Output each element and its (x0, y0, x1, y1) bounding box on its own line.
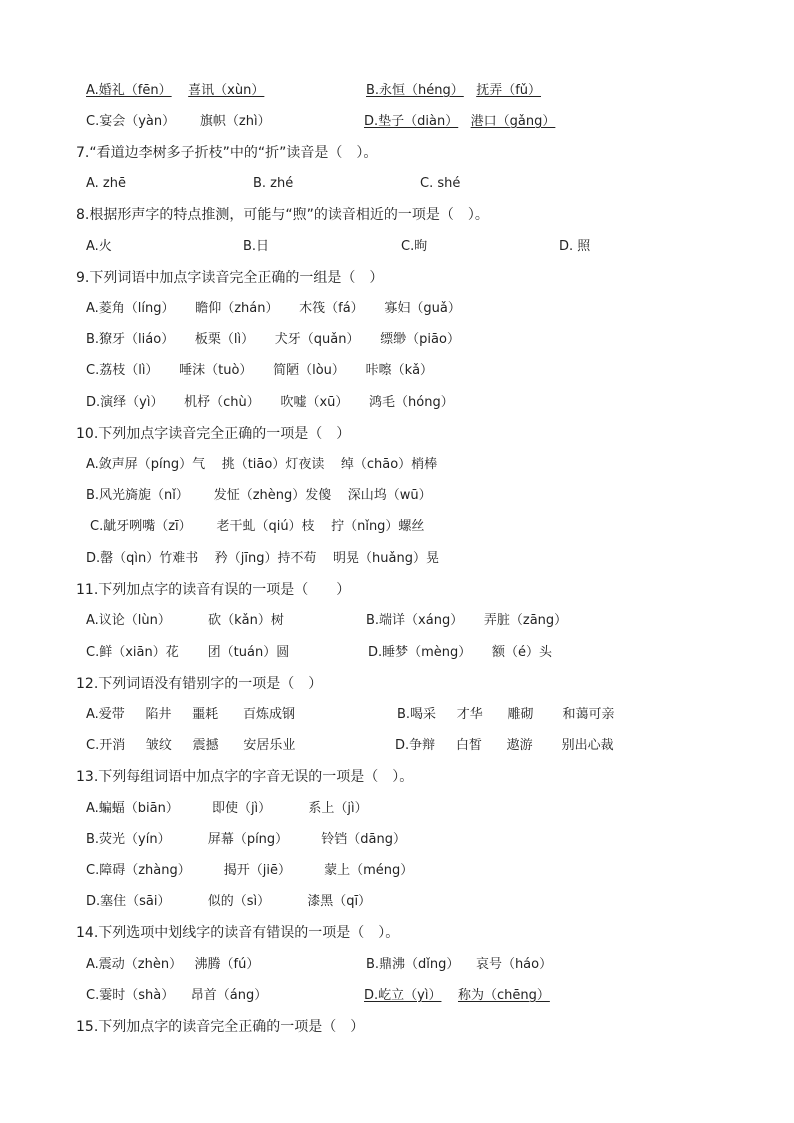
q14-b-item-1: B.鼎沸（dǐng） (366, 957, 460, 972)
q10-a-item-3: 绰（chāo）梢棒 (340, 457, 438, 472)
q6-c-item-1: C.宴会（yàn） (86, 114, 176, 129)
q6-option-b (366, 81, 541, 101)
q13-option-c (86, 861, 413, 881)
q11-a-item-2: 砍（kǎn）树 (208, 613, 284, 628)
q10-option-d (86, 549, 439, 569)
q11-a-item-1: A.议论（lùn） (86, 613, 171, 628)
q10-c-item-3: 拧（nǐng）螺丝 (331, 519, 425, 534)
q13-a-item-1: A.蝙蝠（biān） (86, 801, 179, 816)
q9-b-item-2: 板栗（lì） (194, 332, 255, 347)
q13-b-item-2: 屏幕（píng） (207, 832, 289, 847)
q9-b-item-1: B.獠牙（liáo） (86, 332, 175, 347)
q12-b-item-4: 和蔼可亲 (562, 707, 615, 722)
q9-b-item-3: 犬牙（quǎn） (274, 332, 360, 347)
q9-c-item-3: 简陋（lòu） (273, 363, 345, 378)
q10-d-item-3: 明晃（huǎng）晃 (333, 551, 439, 566)
q7-option-a: A. zhē (86, 176, 126, 191)
q9-d-item-1: D.演绎（yì） (86, 395, 164, 410)
q13-option-b (86, 830, 406, 850)
q8-option-b: B.日 (243, 239, 270, 254)
q11-c-item-1: C.鲜（xiān）花 (86, 645, 179, 660)
q11-stem: 11.下列加点字的读音有误的一项是（ ） (76, 582, 351, 598)
q14-a-item-1: A.震动（zhèn） (86, 957, 183, 972)
q12-a-item-2: 陷井 (145, 707, 172, 722)
q13-c-item-3: 蒙上（méng） (324, 863, 414, 878)
q14-d-item-2: 称为（chēng） (457, 988, 550, 1003)
q12-a-item-4: 百炼成钢 (242, 707, 295, 722)
q9-c-item-1: C.荔枝（lì） (86, 363, 159, 378)
q9-c-item-2: 唾沫（tuò） (179, 363, 253, 378)
q9-a-item-4: 寡妇（guǎ） (384, 301, 461, 316)
q9-d-item-4: 鸿毛（hóng） (369, 395, 454, 410)
q12-a-item-3: 噩耗 (192, 707, 219, 722)
q10-stem: 10.下列加点字读音完全正确的一项是（ ） (76, 426, 351, 442)
q11-option-c (86, 643, 289, 663)
q9-a-item-3: 木筏（fá） (299, 301, 364, 316)
q7-option-c: C. shé (420, 176, 461, 191)
q14-b-item-2: 哀号（háo） (475, 957, 553, 972)
q14-option-d (364, 986, 550, 1006)
q12-a-item-1: A.爱带 (86, 707, 125, 722)
q12-option-c (86, 736, 295, 756)
q10-d-item-1: D.罄（qìn）竹难书 (86, 551, 199, 566)
q10-option-c (90, 517, 424, 537)
q6-option-a (86, 81, 264, 101)
q8-option-d: D. 照 (559, 239, 591, 254)
q12-d-item-1: D.争辩 (395, 738, 436, 753)
q14-option-b (366, 955, 552, 975)
q7-stem: 7.“看道边李树多子折枝”中的“折”读音是（ ）。 (76, 145, 378, 161)
q6-option-d (364, 112, 555, 132)
q13-a-item-2: 即使（jì） (211, 801, 272, 816)
q13-stem: 13.下列每组词语中加点字的字音无误的一项是（ ）。 (76, 769, 414, 785)
q12-stem: 12.下列词语没有错别字的一项是（ ） (76, 676, 323, 692)
q14-option-a (86, 955, 259, 975)
q12-d-item-4: 别出心裁 (561, 738, 614, 753)
q9-option-d (86, 393, 454, 413)
q9-a-item-1: A.菱角（líng） (86, 301, 175, 316)
q10-option-a (86, 455, 437, 475)
q14-option-c (86, 986, 267, 1006)
q11-b-item-1: B.端详（xáng） (366, 613, 464, 628)
q12-b-item-2: 才华 (456, 707, 483, 722)
q10-a-item-1: A.敛声屏（píng）气 (86, 457, 206, 472)
q12-option-d (395, 736, 614, 756)
q11-option-d (368, 643, 552, 663)
q6-b-item-1: B.永恒（héng） (366, 83, 464, 98)
q11-option-a (86, 611, 284, 631)
q12-option-a (86, 705, 295, 725)
q12-c-item-3: 震撼 (192, 738, 219, 753)
q12-d-item-2: 白皙 (455, 738, 482, 753)
q13-d-item-1: D.塞住（sāi） (86, 894, 171, 909)
q9-d-item-3: 吹嘘（xū） (280, 395, 349, 410)
q13-b-item-1: B.荧光（yín） (86, 832, 171, 847)
q10-a-item-2: 挑（tiāo）灯夜读 (221, 457, 325, 472)
q11-option-b (366, 611, 567, 631)
q14-d-item-1: D.屹立（yì） (364, 988, 442, 1003)
q14-stem: 14.下列选项中划线字的读音有错误的一项是（ ）。 (76, 925, 400, 941)
q10-option-b (86, 486, 432, 506)
q14-a-item-2: 沸腾（fú） (194, 957, 260, 972)
q9-option-b (86, 330, 460, 350)
q9-a-item-2: 瞻仰（zhán） (195, 301, 279, 316)
q14-c-item-2: 昂首（áng） (190, 988, 268, 1003)
q8-option-a: A.火 (86, 239, 112, 254)
q6-d-item-2: 港口（gǎng） (470, 114, 556, 129)
q13-option-d (86, 892, 371, 912)
q13-c-item-2: 揭开（jiē） (223, 863, 292, 878)
q6-option-c (86, 112, 271, 132)
q13-d-item-3: 漆黑（qī） (307, 894, 372, 909)
q11-d-item-1: D.睡梦（mèng） (368, 645, 472, 660)
q10-b-item-2: 发怔（zhèng）发傻 (213, 488, 332, 503)
q10-c-item-1: C.龇牙咧嘴（zī） (90, 519, 192, 534)
q13-c-item-1: C.障碍（zhàng） (86, 863, 191, 878)
q13-b-item-3: 铃铛（dāng） (321, 832, 406, 847)
q6-c-item-2: 旗帜（zhì） (199, 114, 271, 129)
q12-c-item-2: 皱纹 (145, 738, 172, 753)
q7-option-b: B. zhé (253, 176, 294, 191)
q6-d-item-1: D.垫子（diàn） (364, 114, 459, 129)
q9-c-item-4: 咔嚓（kǎ） (365, 363, 434, 378)
q12-b-item-1: B.喝采 (397, 707, 437, 722)
q10-c-item-2: 老干虬（qiú）枝 (216, 519, 315, 534)
q12-option-b (397, 705, 615, 725)
q9-option-a (86, 299, 461, 319)
q9-d-item-2: 机杼（chù） (184, 395, 260, 410)
q12-c-item-4: 安居乐业 (243, 738, 296, 753)
q11-c-item-2: 团（tuán）圆 (207, 645, 290, 660)
q6-a-item-2: 喜讯（xùn） (188, 83, 265, 98)
q10-d-item-2: 矜（jīng）持不苟 (214, 551, 317, 566)
q15-stem: 15.下列加点字的读音完全正确的一项是（ ） (76, 1019, 365, 1035)
q13-d-item-2: 似的（sì） (207, 894, 271, 909)
q13-option-a (86, 799, 368, 819)
q11-d-item-2: 额（é）头 (491, 645, 552, 660)
q12-c-item-1: C.开消 (86, 738, 126, 753)
q6-b-item-2: 抚弄（fǔ） (476, 83, 542, 98)
q9-b-item-4: 缥缈（piāo） (380, 332, 460, 347)
q12-b-item-3: 雕砌 (507, 707, 534, 722)
q10-b-item-1: B.风光旖旎（nǐ） (86, 488, 189, 503)
q14-c-item-1: C.霎时（shà） (86, 988, 175, 1003)
q10-b-item-3: 深山坞（wū） (347, 488, 432, 503)
q12-d-item-3: 遨游 (506, 738, 533, 753)
q9-stem: 9.下列词语中加点字读音完全正确的一组是（ ） (76, 270, 384, 286)
q11-b-item-2: 弄脏（zāng） (483, 613, 568, 628)
q8-stem: 8.根据形声字的特点推测，可能与“煦”的读音相近的一项是（ ）。 (76, 207, 489, 223)
q8-option-c: C.昫 (401, 239, 428, 254)
q13-a-item-3: 系上（jì） (308, 801, 368, 816)
q9-option-c (86, 361, 433, 381)
q6-a-item-1: A.婚礼（fēn） (86, 83, 172, 98)
